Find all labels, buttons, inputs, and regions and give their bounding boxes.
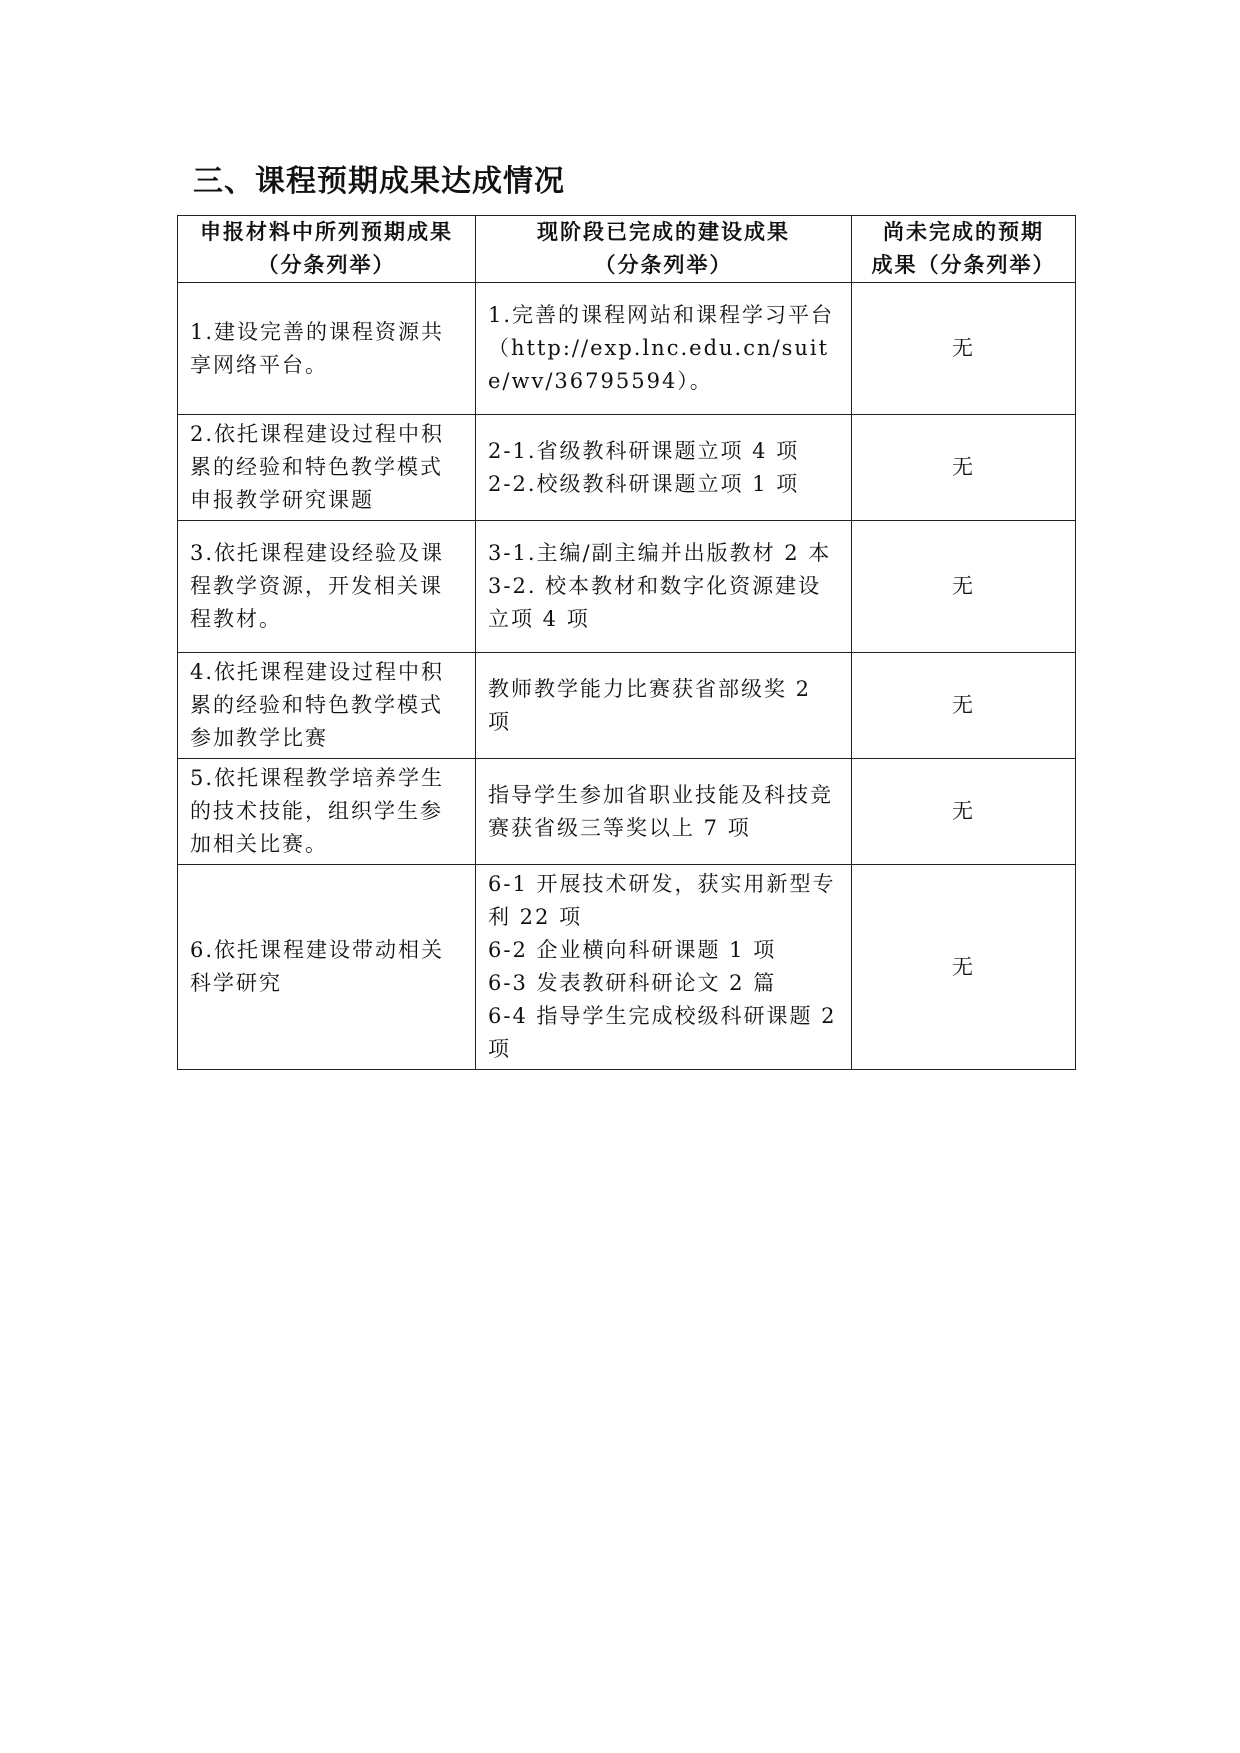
planned-outcome-cell: 4.依托课程建设过程中积累的经验和特色教学模式参加教学比赛 (178, 653, 476, 759)
completed-item: 1.完善的课程网站和课程学习平台（http://exp.lnc.edu.cn/suite/wv/36795594）。 (488, 303, 835, 393)
header-line: 成果（分条列举） (871, 253, 1056, 277)
header-pending-outcomes (852, 216, 1076, 283)
planned-outcome-cell: 6.依托课程建设带动相关科学研究 (178, 865, 476, 1070)
completed-item: 6-1 开展技术研发，获实用新型专利 22 项 (488, 872, 836, 929)
completed-outcome-cell (476, 283, 852, 415)
section-title: 三、课程预期成果达成情况 (193, 164, 565, 199)
header-line: （分条列举） (594, 253, 733, 277)
table-row (178, 283, 1076, 415)
completed-outcome-cell (476, 865, 852, 1070)
table-row (178, 865, 1076, 1070)
pending-outcome-cell: 无 (852, 415, 1076, 521)
pending-outcome-cell: 无 (852, 759, 1076, 865)
table-header-row (178, 216, 1076, 283)
header-line: （分条列举） (257, 253, 396, 277)
completed-outcome-cell (476, 415, 852, 521)
outcomes-table (177, 215, 1076, 1070)
header-line: 尚未完成的预期 (883, 220, 1044, 244)
completed-item: 3-1.主编/副主编并出版教材 2 本 (488, 541, 832, 565)
completed-item: 指导学生参加省职业技能及科技竞赛获省级三等奖以上 7 项 (488, 782, 833, 840)
header-completed-outcomes (476, 216, 852, 283)
completed-item: 6-3 发表教研科研论文 2 篇 (488, 971, 777, 995)
header-line: 申报材料中所列预期成果 (200, 220, 453, 244)
header-line: 现阶段已完成的建设成果 (537, 220, 790, 244)
pending-outcome-cell: 无 (852, 283, 1076, 415)
pending-outcome-cell: 无 (852, 521, 1076, 653)
completed-item: 6-2 企业横向科研课题 1 项 (488, 938, 777, 962)
pending-outcome-cell: 无 (852, 865, 1076, 1070)
completed-item: 2-1.省级教科研课题立项 4 项 (488, 438, 800, 463)
planned-outcome-cell: 3.依托课程建设经验及课程教学资源，开发相关课程教材。 (178, 521, 476, 653)
table-row (178, 653, 1076, 759)
completed-item: 2-2.校级教科研课题立项 1 项 (488, 471, 800, 496)
table-row (178, 759, 1076, 865)
pending-outcome-cell: 无 (852, 653, 1076, 759)
table-row (178, 521, 1076, 653)
completed-outcome-cell (476, 521, 852, 653)
completed-outcome-cell (476, 759, 852, 865)
completed-outcome-cell (476, 653, 852, 759)
planned-outcome-cell: 5.依托课程教学培养学生的技术技能，组织学生参加相关比赛。 (178, 759, 476, 865)
table-row (178, 415, 1076, 521)
completed-item: 教师教学能力比赛获省部级奖 2 项 (488, 676, 812, 734)
header-planned-outcomes (178, 216, 476, 283)
completed-item: 6-4 指导学生完成校级科研课题 2 项 (488, 1004, 837, 1061)
planned-outcome-cell: 1.建设完善的课程资源共享网络平台。 (178, 283, 476, 415)
completed-item: 3-2. 校本教材和数字化资源建设立项 4 项 (488, 574, 822, 631)
planned-outcome-cell: 2.依托课程建设过程中积累的经验和特色教学模式申报教学研究课题 (178, 415, 476, 521)
